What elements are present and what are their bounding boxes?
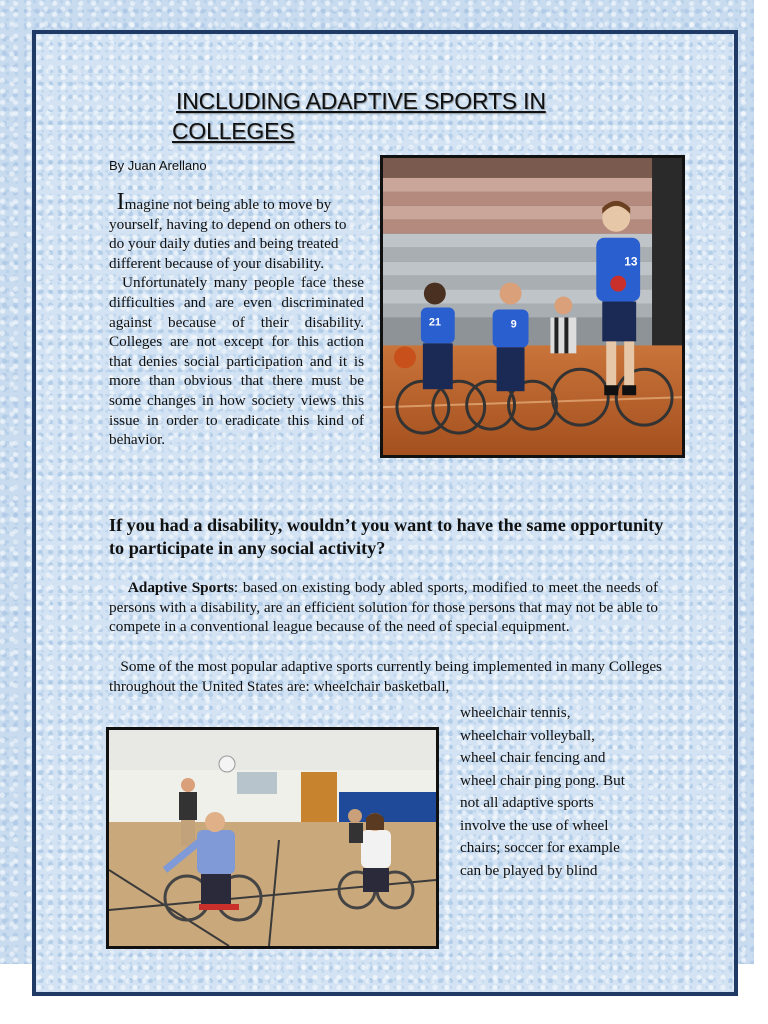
side-column-text <box>460 702 680 882</box>
side-line: involve the use of wheel <box>460 816 609 834</box>
popular-sports-paragraph <box>109 657 669 697</box>
article-title <box>172 86 612 146</box>
wheelchair-basketball-illustration <box>383 158 682 455</box>
side-line: not all adaptive sports <box>460 794 594 811</box>
adaptive-sports-text: : based on existing body abled sports, modified to meet the needs of persons with a disability, are an efficient solution for those persons that may not be able to compete in a conventional league because of the need of special equipment. <box>109 579 659 636</box>
gym-ceiling <box>109 730 436 770</box>
intro-text <box>109 189 364 450</box>
byline: By Juan Arellano <box>109 158 207 173</box>
side-line: wheelchair tennis, <box>460 704 571 721</box>
title-line-1: INCLUDING ADAPTIVE SPORTS IN <box>176 88 546 114</box>
title-line-2: COLLEGES <box>172 118 295 144</box>
key-question: If you had a disability, wouldn’t you want to have the same opportunity to participate in any social activity? <box>109 515 664 558</box>
side-line: wheel chair fencing and <box>460 749 606 766</box>
jersey-number: 9 <box>510 318 517 331</box>
intro-paragraph-1 <box>109 189 364 273</box>
gym-door <box>301 772 337 822</box>
intro-paragraph-2 <box>109 273 364 449</box>
side-line: chairs; soccer for example <box>460 839 620 856</box>
side-line: can be played by blind <box>460 861 598 879</box>
side-line: wheelchair volleyball, <box>460 726 595 744</box>
wheelchair-volleyball-photo <box>106 727 439 949</box>
drop-cap: I <box>116 189 125 215</box>
jersey-number: 13 <box>624 254 638 269</box>
wheelchair-basketball-photo <box>380 155 685 458</box>
basketball <box>394 346 416 368</box>
jersey-number: 21 <box>428 316 442 329</box>
volleyball <box>219 756 235 772</box>
wheelchair-volleyball-illustration <box>109 730 436 946</box>
side-line: wheel chair ping pong. But <box>460 771 625 789</box>
popular-sports-text: Some of the most popular adaptive sports currently being implemented in many Colleges throughout the United States are: wheelchair basketball, <box>109 658 662 695</box>
intro-paragraph-2-text: Unfortunately many people face these difficulties and are even discriminated against because of their disability. Colleges are not except for this action that denies social participation and it is more than obvious that there must be some changes in how society views this issue in order to eradicate this kind of behavior. <box>109 274 364 449</box>
adaptive-sports-term: Adaptive Sports <box>127 579 234 596</box>
adaptive-sports-definition <box>109 578 658 637</box>
intro-paragraph-1-text: magine not being able to move by yourself, having to depend on others to do your daily duties and being treated different because of your disability. <box>109 196 347 272</box>
